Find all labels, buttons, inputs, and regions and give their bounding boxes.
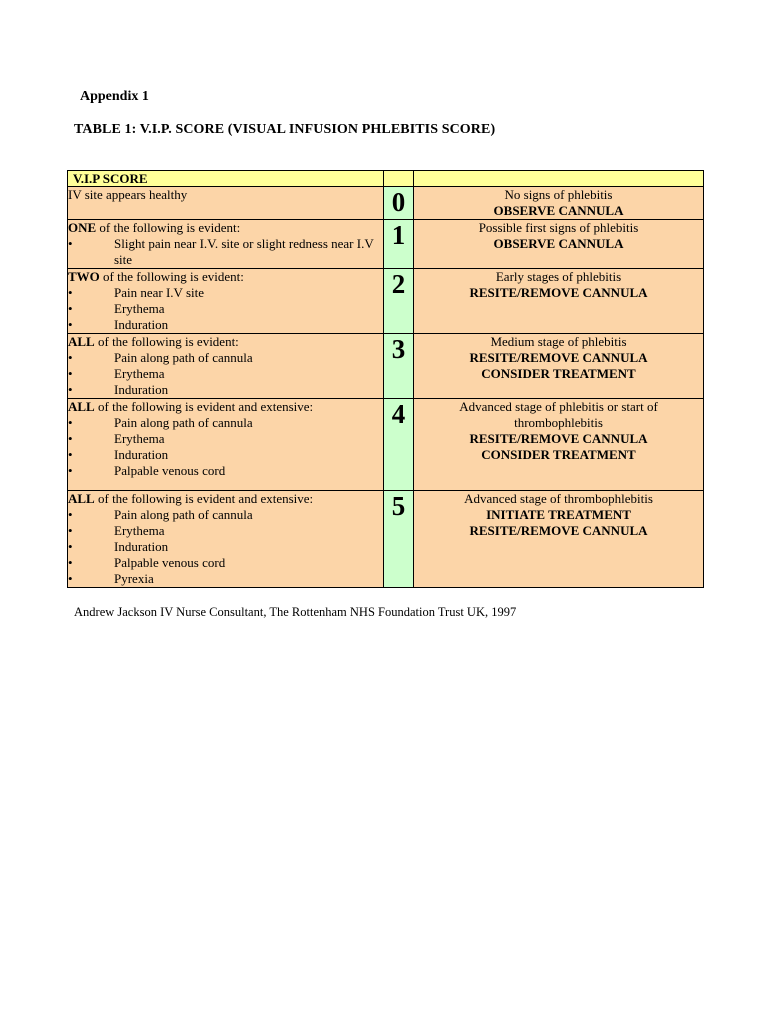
- criteria-list: [68, 415, 383, 479]
- criteria-cell: [68, 187, 384, 220]
- table-row: [68, 399, 704, 491]
- action-description: Advanced stage of phlebitis or start of thrombophlebitis: [459, 399, 658, 430]
- criteria-text: of the following is evident:: [94, 334, 239, 349]
- criteria-cell: [68, 220, 384, 269]
- score-cell: 5: [384, 491, 414, 588]
- list-item: • Induration: [68, 447, 383, 463]
- criteria-quantifier: ONE: [68, 220, 97, 235]
- action-description: Early stages of phlebitis: [495, 269, 622, 284]
- table-row: [68, 491, 704, 588]
- criteria-quantifier: ALL: [68, 491, 95, 506]
- criteria-quantifier: ALL: [68, 334, 95, 349]
- action-cell: [414, 187, 704, 220]
- criteria-text: of the following is evident:: [99, 269, 244, 284]
- action-cell: [414, 334, 704, 399]
- criteria-cell: [68, 399, 384, 491]
- list-item: • Pain along path of cannula: [68, 415, 383, 431]
- action-instruction: RESITE/REMOVE CANNULA: [469, 523, 648, 538]
- criteria-lead: [68, 187, 383, 203]
- criteria-lead: [68, 334, 383, 350]
- score-cell: 1: [384, 220, 414, 269]
- list-item: • Slight pain near I.V. site or slight redness near I.V site: [68, 236, 383, 268]
- list-item: • Palpable venous cord: [68, 555, 383, 571]
- criteria-list: [68, 285, 383, 333]
- score-cell: 3: [384, 334, 414, 399]
- action-description: Medium stage of phlebitis: [490, 334, 627, 349]
- criteria-lead: [68, 399, 383, 415]
- criteria-list: [68, 507, 383, 587]
- action-instruction: RESITE/REMOVE CANNULA: [469, 431, 648, 446]
- criteria-cell: [68, 491, 384, 588]
- list-item: • Erythema: [68, 366, 383, 382]
- header-score: [384, 171, 414, 187]
- action-description: No signs of phlebitis: [504, 187, 613, 202]
- source-citation: Andrew Jackson IV Nurse Consultant, The Rottenham NHS Foundation Trust UK, 1997: [74, 605, 517, 619]
- action-instruction: OBSERVE CANNULA: [493, 203, 624, 218]
- list-item: • Pain along path of cannula: [68, 507, 383, 523]
- header-criteria: V.I.P SCORE: [68, 171, 384, 187]
- list-item: • Palpable venous cord: [68, 463, 383, 479]
- criteria-text: of the following is evident and extensive:: [94, 491, 314, 506]
- criteria-lead: [68, 220, 383, 236]
- action-instruction: INITIATE TREATMENT: [486, 507, 631, 522]
- action-description: Advanced stage of thrombophlebitis: [464, 491, 653, 506]
- table-row: [68, 220, 704, 269]
- table-title: TABLE 1: V.I.P. SCORE (VISUAL INFUSION PHLEBITIS SCORE): [74, 122, 496, 137]
- criteria-list: [68, 350, 383, 398]
- action-cell: [414, 220, 704, 269]
- criteria-cell: [68, 269, 384, 334]
- criteria-text: of the following is evident:: [96, 220, 241, 235]
- action-instruction: CONSIDER TREATMENT: [481, 447, 636, 462]
- criteria-cell: [68, 334, 384, 399]
- list-item: • Induration: [68, 317, 383, 333]
- list-item: • Erythema: [68, 431, 383, 447]
- table-header-row: [68, 171, 704, 187]
- criteria-lead: [68, 269, 383, 285]
- criteria-list: [68, 236, 383, 268]
- criteria-text: of the following is evident and extensive:: [94, 399, 314, 414]
- action-instruction: RESITE/REMOVE CANNULA: [469, 285, 648, 300]
- list-item: • Erythema: [68, 301, 383, 317]
- criteria-quantifier: TWO: [68, 269, 100, 284]
- header-action: [414, 171, 704, 187]
- action-cell: [414, 269, 704, 334]
- action-instruction: CONSIDER TREATMENT: [481, 366, 636, 381]
- action-instruction: RESITE/REMOVE CANNULA: [469, 350, 648, 365]
- action-instruction: OBSERVE CANNULA: [493, 236, 624, 251]
- action-cell: [414, 491, 704, 588]
- score-cell: 0: [384, 187, 414, 220]
- table-row: [68, 187, 704, 220]
- list-item: • Pyrexia: [68, 571, 383, 587]
- criteria-quantifier: ALL: [68, 399, 95, 414]
- score-cell: 4: [384, 399, 414, 491]
- list-item: • Pain near I.V site: [68, 285, 383, 301]
- criteria-text: IV site appears healthy: [68, 187, 188, 202]
- action-cell: [414, 399, 704, 491]
- list-item: • Pain along path of cannula: [68, 350, 383, 366]
- vip-score-table: [67, 170, 704, 588]
- action-description: Possible first signs of phlebitis: [478, 220, 639, 235]
- list-item: • Erythema: [68, 523, 383, 539]
- score-cell: 2: [384, 269, 414, 334]
- list-item: • Induration: [68, 382, 383, 398]
- table-row: [68, 269, 704, 334]
- list-item: • Induration: [68, 539, 383, 555]
- criteria-lead: [68, 491, 383, 507]
- table-row: [68, 334, 704, 399]
- appendix-label: Appendix 1: [80, 89, 149, 104]
